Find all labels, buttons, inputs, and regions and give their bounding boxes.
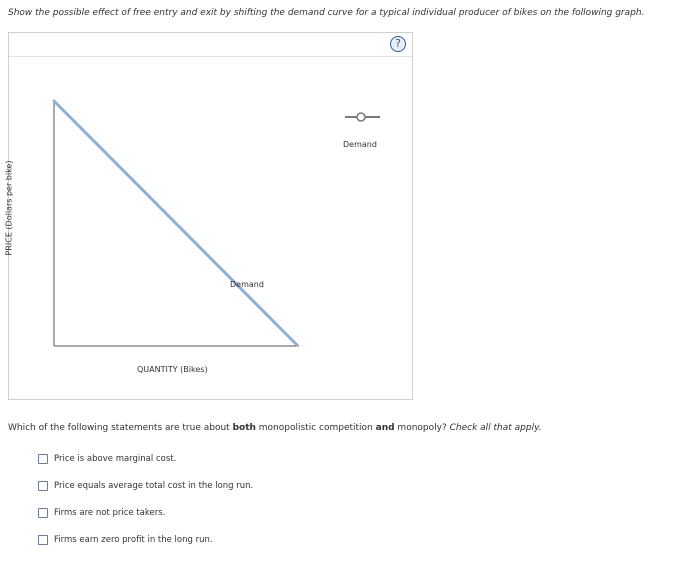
- graph-canvas[interactable]: [9, 33, 414, 401]
- graph-panel: [4, 32, 413, 400]
- option-3-label[interactable]: Firms are not price takers.: [54, 508, 166, 518]
- demand-curve[interactable]: [54, 101, 297, 345]
- option-2[interactable]: [38, 480, 253, 492]
- question-middle-2: monopoly?: [394, 423, 450, 433]
- checkbox-3[interactable]: [38, 508, 48, 518]
- option-1-label[interactable]: Price is above marginal cost.: [54, 454, 177, 464]
- option-2-label[interactable]: Price equals average total cost in the long run.: [54, 481, 254, 491]
- option-1[interactable]: [38, 453, 176, 465]
- y-axis-label-wrap: [4, 160, 14, 256]
- question-bold-both: both: [232, 423, 256, 433]
- question-instruction: Check all that apply.: [449, 423, 542, 433]
- question-prefix: Which of the following statements are true about: [8, 423, 233, 433]
- question-middle-1: monopolistic competition: [255, 423, 376, 433]
- option-4-label[interactable]: Firms earn zero profit in the long run.: [54, 535, 213, 545]
- y-axis-label: PRICE (Dollars per bike): [4, 160, 14, 256]
- question-text: [8, 423, 542, 433]
- checkbox-1[interactable]: [38, 454, 48, 464]
- question-bold-and: and: [375, 423, 395, 433]
- checkbox-4[interactable]: [38, 535, 48, 545]
- option-4[interactable]: [38, 534, 213, 546]
- help-button[interactable]: ?: [390, 36, 406, 52]
- legend-point-icon[interactable]: [357, 113, 365, 121]
- option-3[interactable]: [38, 507, 165, 519]
- instruction-text: Show the possible effect of free entry and exit by shifting the demand curve for a typical individual producer of bikes on the following graph.: [8, 8, 645, 18]
- demand-curve-label: Demand: [230, 280, 264, 289]
- legend-demand-label[interactable]: Demand: [343, 140, 377, 149]
- checkbox-2[interactable]: [38, 481, 48, 491]
- x-axis-label: QUANTITY (Bikes): [137, 365, 208, 374]
